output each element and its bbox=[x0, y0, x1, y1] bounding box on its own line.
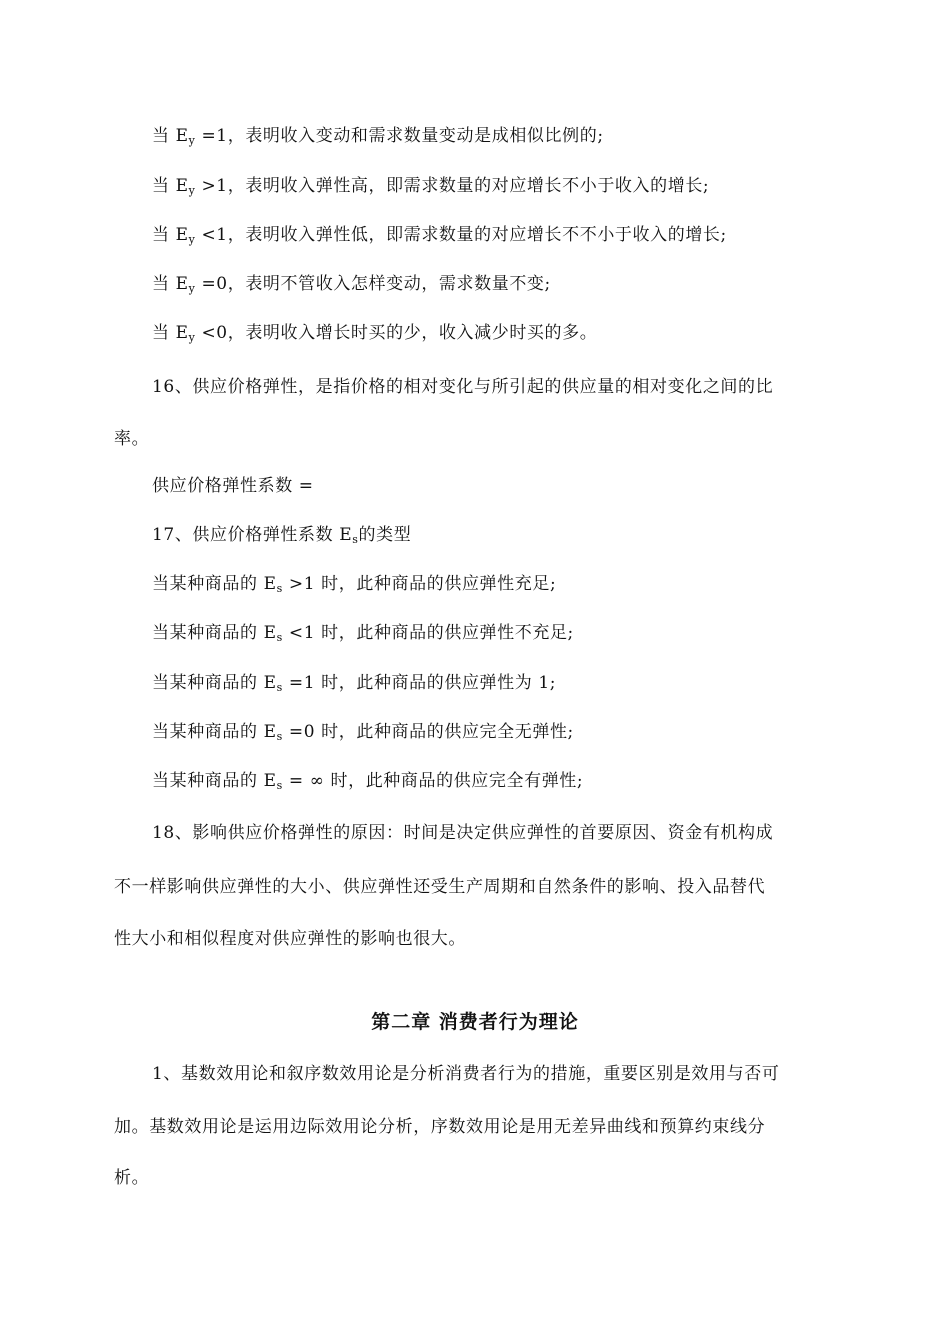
chapter-title: 第二章 消费者行为理论 bbox=[371, 1011, 579, 1033]
supply-elasticity-formula: 供应价格弹性系数 = bbox=[152, 476, 314, 496]
item16-line-1: 16、供应价格弹性，是指价格的相对变化与所引起的供应量的相对变化之间的比 bbox=[152, 377, 774, 397]
income-elasticity-case-2: 当 $E_y >1$，表明收入弹性高，即需求数量的对应增长不小于收入的增长; bbox=[152, 176, 710, 197]
supply-elasticity-case-1: 当某种商品的 $E_s >1$ 时，此种商品的供应弹性充足; bbox=[152, 574, 557, 595]
income-elasticity-case-1: 当 $E_y =1$，表明收入变动和需求数量变动是成相似比例的; bbox=[152, 126, 604, 147]
chapter-item1-line-2: 加。基数效用论是运用边际效用论分析，序数效用论是用无差异曲线和预算约束线分 bbox=[114, 1117, 766, 1137]
income-elasticity-case-5: 当 $E_y <0$，表明收入增长时买的少，收入减少时买的多。 bbox=[152, 323, 598, 344]
item18-line-1: 18、影响供应价格弹性的原因：时间是决定供应弹性的首要原因、资金有机构成 bbox=[152, 823, 774, 843]
supply-elasticity-case-4: 当某种商品的 $E_s =0$ 时，此种商品的供应完全无弹性; bbox=[152, 722, 574, 743]
item16-line-2: 率。 bbox=[114, 429, 150, 449]
supply-elasticity-case-2: 当某种商品的 $E_s <1$ 时，此种商品的供应弹性不充足; bbox=[152, 623, 574, 644]
item17-heading: 17、供应价格弹性系数 $E_s$的类型 bbox=[152, 525, 412, 546]
item18-line-2: 不一样影响供应弹性的大小、供应弹性还受生产周期和自然条件的影响、投入品替代 bbox=[114, 877, 766, 897]
income-elasticity-case-4: 当 $E_y =0$，表明不管收入怎样变动，需求数量不变; bbox=[152, 274, 551, 295]
item18-line-3: 性大小和相似程度对供应弹性的影响也很大。 bbox=[114, 929, 466, 949]
supply-elasticity-case-5: 当某种商品的 $E_s$ = ∞ 时，此种商品的供应完全有弹性; bbox=[152, 771, 584, 792]
chapter-item1-line-1: 1、基数效用论和叙序数效用论是分析消费者行为的措施，重要区别是效用与否可 bbox=[152, 1064, 780, 1084]
income-elasticity-case-3: 当 $E_y <1$，表明收入弹性低，即需求数量的对应增长不不小于收入的增长; bbox=[152, 225, 727, 246]
supply-elasticity-case-3: 当某种商品的 $E_s =1$ 时，此种商品的供应弹性为 1; bbox=[152, 673, 557, 694]
chapter-item1-line-3: 析。 bbox=[114, 1168, 150, 1188]
